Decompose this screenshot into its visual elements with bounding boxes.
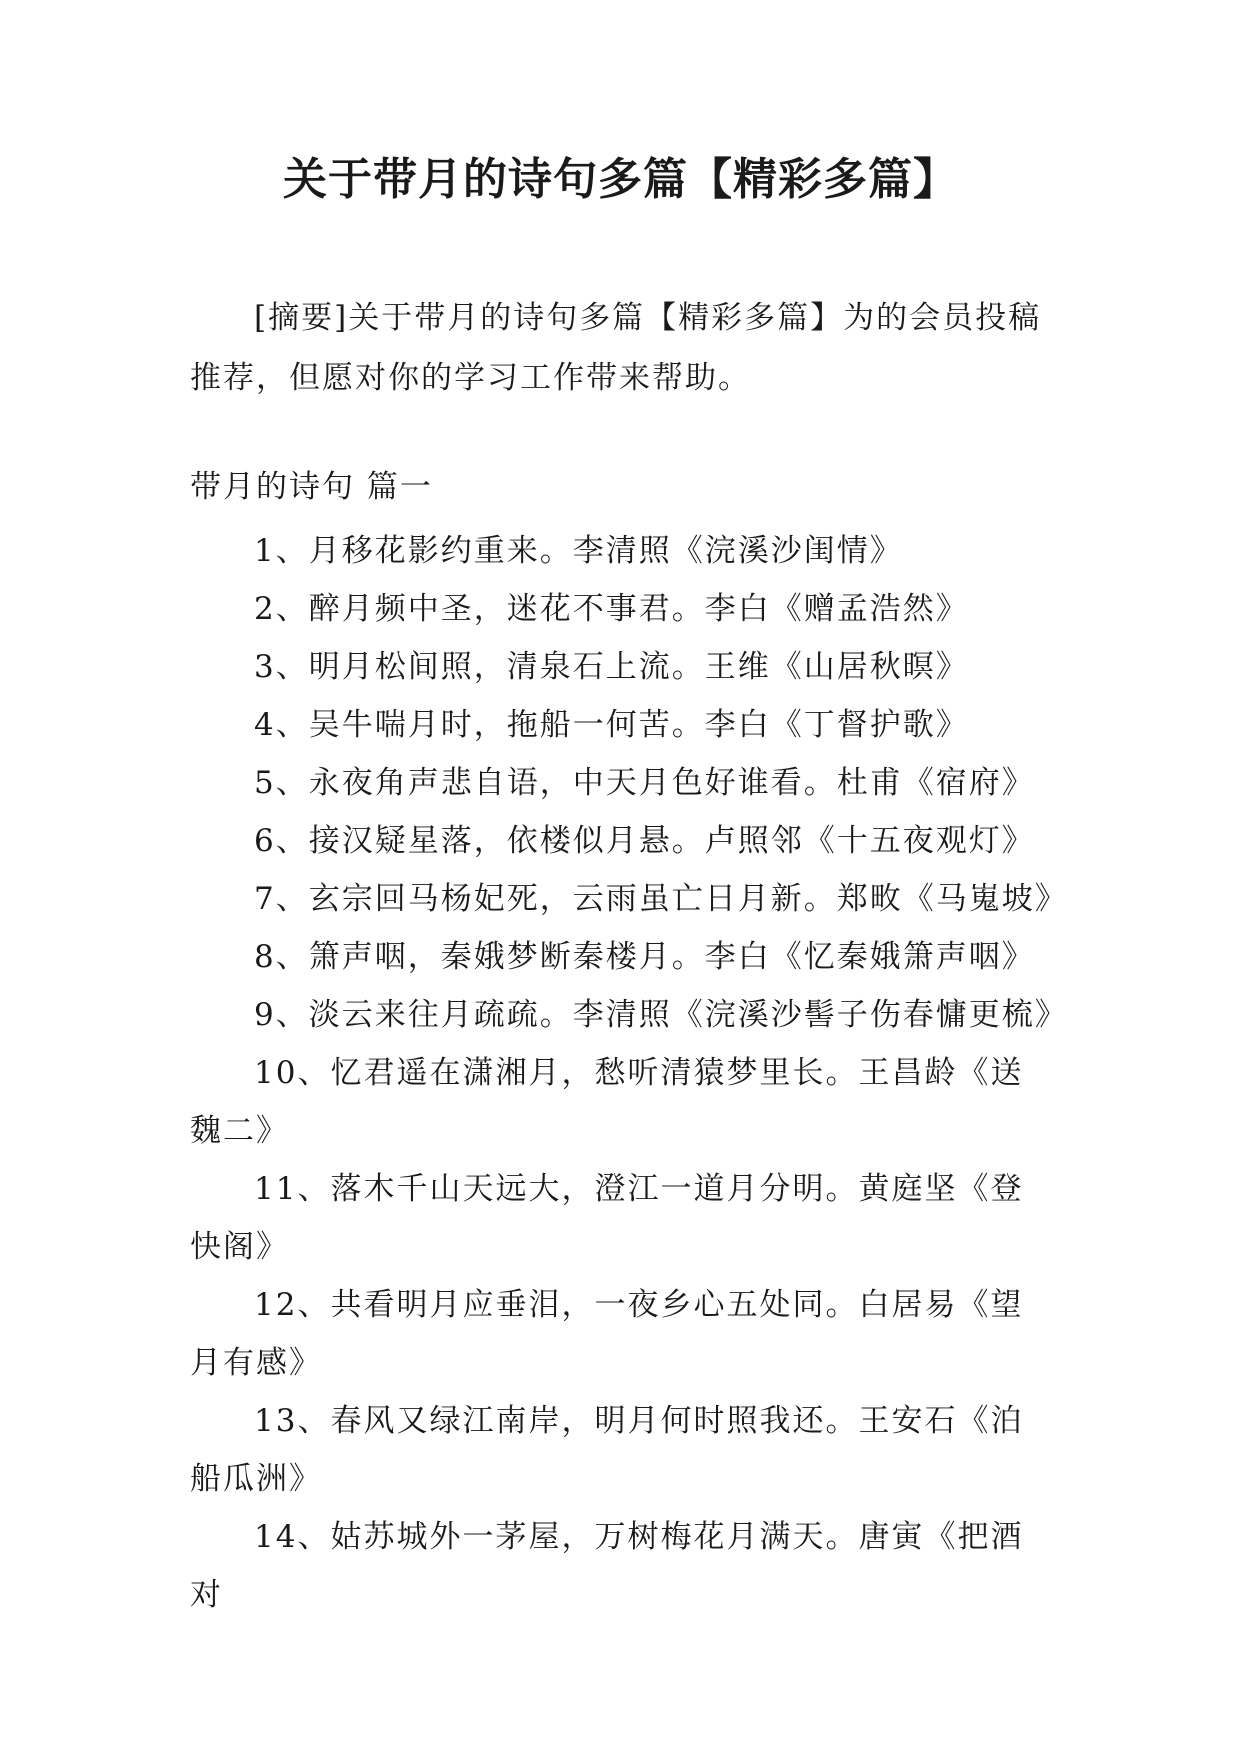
poem-line-item: 3、明月松间照，清泉石上流。王维《山居秋暝》: [254, 649, 969, 685]
poem-line-item: 12、共看明月应垂泪，一夜乡心五处同。白居易《望月有感》: [190, 1287, 1024, 1381]
poem-line-item: 6、接汉疑星落，依楼似月悬。卢照邻《十五夜观灯》: [254, 823, 1035, 859]
section-heading: 带月的诗句 篇一: [190, 469, 433, 505]
poem-line-list: [190, 522, 1070, 1624]
poem-line-item: 7、玄宗回马杨妃死，云雨虽亡日月新。郑畋《马嵬坡》: [254, 881, 1068, 917]
poem-line-item: 2、醉月频中圣，迷花不事君。李白《赠孟浩然》: [254, 591, 969, 627]
summary-paragraph: [摘要]关于带月的诗句多篇【精彩多篇】为的会员投稿推荐，但愿对你的学习工作带来帮助。: [190, 300, 1042, 396]
poem-line-item: 11、落木千山天远大，澄江一道月分明。黄庭坚《登快阁》: [190, 1171, 1024, 1265]
poem-line-item: 4、吴牛喘月时，拖船一何苦。李白《丁督护歌》: [254, 707, 969, 743]
poem-line-item: 1、月移花影约重来。李清照《浣溪沙闺情》: [254, 533, 903, 569]
poem-line-item: 9、淡云来往月疏疏。李清照《浣溪沙髻子伤春慵更梳》: [254, 997, 1068, 1033]
poem-line-item: 5、永夜角声悲自语，中天月色好谁看。杜甫《宿府》: [254, 765, 1035, 801]
poem-line-item: 13、春风又绿江南岸，明月何时照我还。王安石《泊船瓜洲》: [190, 1403, 1024, 1497]
poem-line-item: 14、姑苏城外一茅屋，万树梅花月满天。唐寅《把酒对: [190, 1519, 1024, 1613]
poem-line-item: 10、忆君遥在潇湘月，愁听清猿梦里长。王昌龄《送魏二》: [190, 1055, 1024, 1149]
poem-line-item: 8、箫声咽，秦娥梦断秦楼月。李白《忆秦娥箫声咽》: [254, 939, 1035, 975]
document-title: 关于带月的诗句多篇【精彩多篇】: [283, 154, 958, 205]
